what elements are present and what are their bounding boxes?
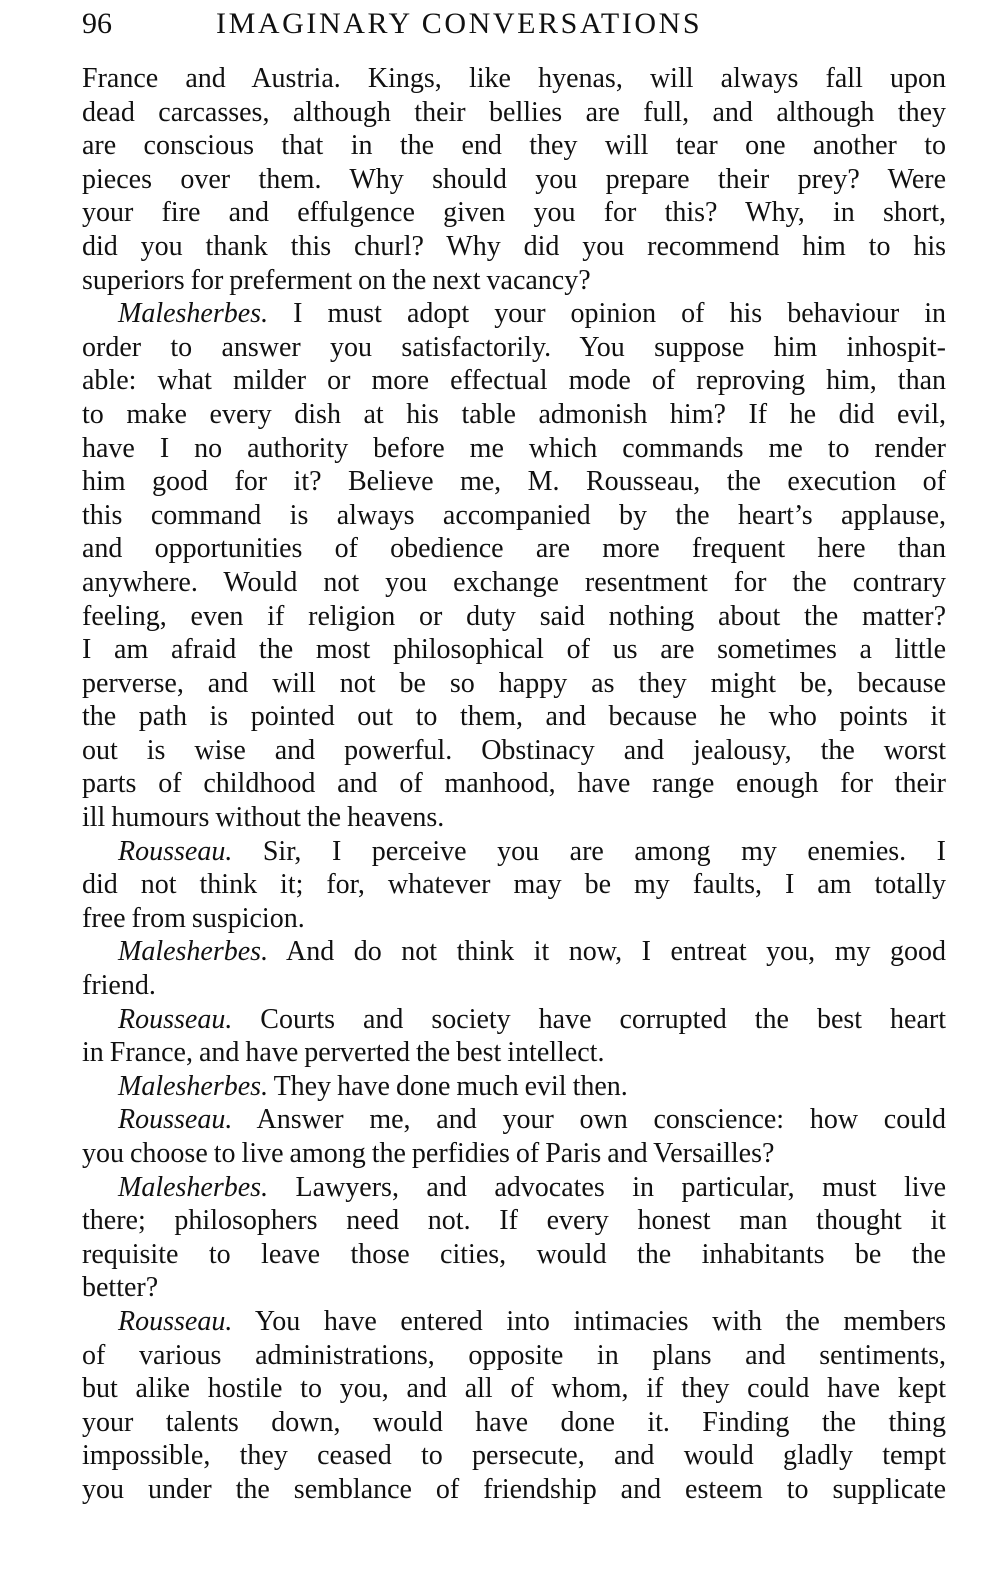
line-text: out is wise and powerful. Obstinacy and jealousy, the worst (82, 734, 946, 766)
line-text: your talents down, would have done it. Finding the thing (82, 1406, 946, 1438)
page-number: 96 (82, 7, 112, 40)
line-text: have I no authority before me which commands me to render (82, 432, 946, 464)
line-text: free from suspicion. (82, 902, 305, 934)
line-text: dead carcasses, although their bellies are full, and although they (82, 96, 946, 128)
text-line (82, 566, 946, 600)
line-text: and opportunities of obedience are more frequent here than (82, 533, 946, 565)
text-line (82, 1036, 946, 1070)
running-title: IMAGINARY CONVERSATIONS (216, 7, 703, 40)
line-text: you choose to live among the perfidies of Paris and Versailles? (82, 1138, 775, 1169)
speaker-name: Malesherbes. (118, 298, 269, 330)
text-line (82, 264, 946, 298)
speaker-name: Rousseau. (118, 1305, 233, 1337)
line-text: I must adopt your opinion of his behaviour in (268, 298, 946, 330)
text-line (82, 96, 946, 130)
line-text: better? (82, 1272, 159, 1304)
text-line (82, 1406, 946, 1440)
line-text: perverse, and will not be so happy as they might be, because (82, 667, 946, 699)
line-text: ill humours without the heavens. (82, 802, 445, 834)
text-line (82, 868, 946, 902)
text-line (82, 1372, 946, 1406)
text-line (82, 1137, 946, 1171)
line-text: able: what milder or more effectual mode of reproving him, than (82, 365, 946, 397)
text-line (82, 1238, 946, 1272)
speaker-line (82, 1103, 946, 1137)
line-text: requisite to leave those cities, would the inhabitants be the (82, 1238, 946, 1270)
line-text: friend. (82, 970, 156, 1002)
text-line (82, 230, 946, 264)
speaker-name: Malesherbes. (118, 1171, 269, 1203)
text-line (82, 129, 946, 163)
speaker-line (82, 1003, 946, 1037)
line-text: pieces over them. Why should you prepare their prey? Were (82, 163, 946, 195)
speaker-line (82, 297, 946, 331)
text-line (82, 62, 946, 96)
line-text: of various administrations, opposite in plans and sentiments, (82, 1339, 946, 1371)
line-text: are conscious that in the end they will tear one another to (82, 130, 946, 162)
line-text: Lawyers, and advocates in particular, must live (268, 1171, 946, 1203)
text-line (82, 700, 946, 734)
line-text: They have done much evil then. (268, 1070, 628, 1102)
line-text: your fire and effulgence given you for this? Why, in short, (82, 197, 946, 229)
text-line (82, 532, 946, 566)
text-line (82, 1473, 946, 1507)
line-text: there; philosophers need not. If every honest man thought it (82, 1205, 946, 1237)
text-line (82, 1339, 946, 1373)
speaker-name: Malesherbes. (118, 1070, 269, 1102)
text-line (82, 432, 946, 466)
running-head (82, 4, 842, 44)
text-line (82, 331, 946, 365)
text-line (82, 465, 946, 499)
text-line (82, 196, 946, 230)
line-text: in France, and have perverted the best intellect. (82, 1037, 605, 1069)
speaker-name: Rousseau. (118, 1104, 233, 1136)
line-text: did you thank this churl? Why did you recommend him to his (82, 230, 946, 262)
text-line (82, 364, 946, 398)
speaker-name: Rousseau. (118, 835, 233, 867)
text-line (82, 163, 946, 197)
line-text: Courts and society have corrupted the best heart (232, 1003, 946, 1035)
line-text: You have entered into intimacies with the members (232, 1305, 946, 1337)
speaker-line (82, 835, 946, 869)
line-text: I am afraid the most philosophical of us are sometimes a little (82, 634, 946, 666)
speaker-line (82, 1070, 946, 1104)
line-text: him good for it? Believe me, M. Rousseau, the execution of (82, 466, 946, 498)
line-text: And do not think it now, I entreat you, my good (268, 936, 946, 968)
speaker-name: Rousseau. (118, 1003, 233, 1035)
line-text: superiors for preferment on the next vacancy? (82, 264, 591, 296)
line-text: parts of childhood and of manhood, have range enough for their (82, 768, 946, 800)
text-line (82, 499, 946, 533)
text-line (82, 734, 946, 768)
text-line (82, 398, 946, 432)
line-text: to make every dish at his table admonish him? If he did evil, (82, 398, 946, 430)
text-line (82, 633, 946, 667)
speaker-line (82, 1171, 946, 1205)
speaker-line (82, 1305, 946, 1339)
text-line (82, 1439, 946, 1473)
line-text: impossible, they ceased to persecute, and would gladly tempt (82, 1440, 946, 1472)
text-line (82, 801, 946, 835)
line-text: you under the semblance of friendship and esteem to supplicate (82, 1473, 946, 1505)
line-text: did not think it; for, whatever may be my faults, I am totally (82, 869, 946, 901)
text-line (82, 767, 946, 801)
line-text: but alike hostile to you, and all of whom, if they could have kept (82, 1373, 946, 1405)
line-text: anywhere. Would not you exchange resentment for the contrary (82, 566, 946, 598)
text-line (82, 667, 946, 701)
text-line (82, 1204, 946, 1238)
line-text: Answer me, and your own conscience: how could (232, 1104, 946, 1136)
line-text: order to answer you satisfactorily. You suppose him inhospit- (82, 331, 946, 363)
line-text: feeling, even if religion or duty said nothing about the matter? (82, 600, 946, 632)
speaker-name: Malesherbes. (118, 936, 269, 968)
line-text: the path is pointed out to them, and because he who points it (82, 701, 946, 733)
line-text: France and Austria. Kings, like hyenas, will always fall upon (82, 63, 946, 94)
text-line (82, 969, 946, 1003)
line-text: Sir, I perceive you are among my enemies. I (232, 835, 946, 867)
text-line (82, 1271, 946, 1305)
text-line (82, 902, 946, 936)
speaker-line (82, 935, 946, 969)
line-text: this command is always accompanied by the heart’s applause, (82, 499, 946, 531)
text-line (82, 600, 946, 634)
body-text (82, 62, 946, 1507)
